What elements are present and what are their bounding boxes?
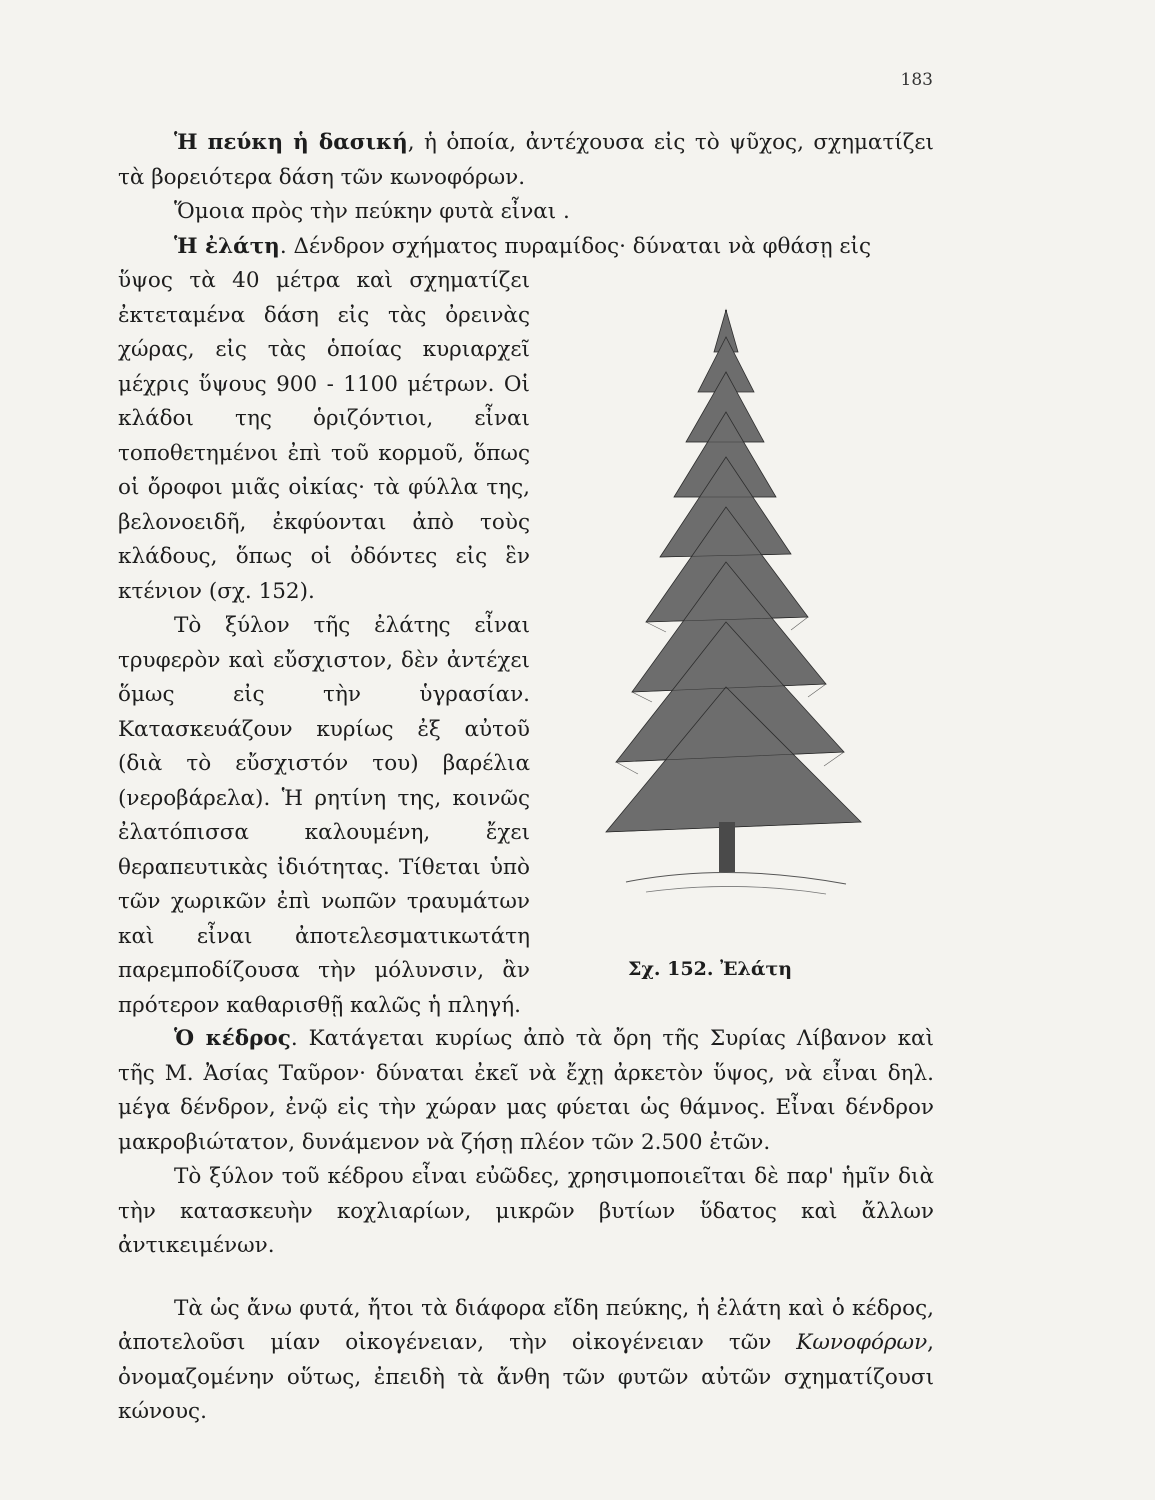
paragraph-pine	[118, 126, 934, 264]
figure-caption-name: Ἐλάτη	[720, 958, 793, 980]
text-cedar-wood: Τὸ ξύλον τοῦ κέδρου εἶναι εὐῶδες, χρησιμοποιεῖται δὲ παρ' ἡμῖν διὰ τὴν κατασκευὴν κοχλιαρίων, μικρῶν βυτίων ὕδατος καὶ ἄλλων ἀντικειμένων.	[118, 1164, 934, 1258]
text-fir-wood: Τὸ ξύλον τῆς ἐλάτης εἶναι τρυφερὸν καὶ εὔσχιστον, δὲν ἀντέχει ὅμως εἰς τὴν ὑγρασίαν. Κατασκευάζουν κυρίως ἐξ αὐτοῦ (διὰ τὸ εὔσχιστόν του) βαρέλια (νεροβάρελα). Ἡ ρητίνη της, κοινῶς ἐλατόπισσα καλουμένη, ἔχει θεραπευτικὰς ἰδιότητας. Τίθεται ὑπὸ τῶν χωρικῶν ἐπὶ νωπῶν τραυμάτων καὶ εἶναι ἀποτελεσματικωτάτη παρεμποδίζουσα τὴν μόλυνσιν, ἂν πρότερον καθαρισθῇ καλῶς ἡ πληγή.	[118, 613, 530, 1018]
fir-column	[118, 264, 530, 1023]
heading-cedar: Ὁ κέδρος	[174, 1026, 291, 1051]
text-cedar: . Κατάγεται κυρίως ἀπὸ τὰ ὄρη τῆς Συρίας Λίβανον καὶ τῆς Μ. Ἀσίας Ταῦρον· δύναται ἐκεῖ νὰ ἔχῃ ἀρκετὸν ὕψος, νὰ εἶναι δηλ. μέγα δένδρον, ἐνῷ εἰς τὴν χώραν μας φύεται ὡς θάμνος. Εἶναι δένδρον μακροβιώτατον, δυνάμενον νὰ ζήσῃ πλέον τῶν 2.500 ἐτῶν.	[118, 1026, 934, 1155]
fir-tree-illustration	[586, 292, 906, 932]
text-pine: , ἡ ὁποία, ἀντέχουσα εἰς τὸ ψῦχος, σχηματίζει τὰ βορειότερα δάση τῶν κωνοφόρων.	[118, 130, 934, 190]
fir-tree-drawing	[586, 292, 906, 932]
paragraph-conifers	[118, 1292, 934, 1430]
page-number: 183	[900, 70, 933, 90]
paragraph-cedar	[118, 1022, 934, 1430]
text-conifers-b: , ὀνομαζομένην οὕτως, ἐπειδὴ τὰ ἄνθη τῶν φυτῶν αὐτῶν σχηματίζουσι κώνους.	[118, 1330, 934, 1424]
heading-pine: Ἡ πεύκη ἡ δασική	[174, 130, 408, 155]
figure-caption	[628, 958, 792, 980]
heading-fir: Ἡ ἐλάτη	[174, 233, 280, 259]
text-similar-plants: Ὅμοια πρὸς τὴν πεύκην φυτὰ εἶναι .	[174, 199, 570, 224]
text-fir-description: ὕψος τὰ 40 μέτρα καὶ σχηματίζει ἐκτεταμένα δάση εἰς τὰς ὀρεινὰς χώρας, εἰς τὰς ὁποίας κυριαρχεῖ μέχρις ὕψους 900 - 1100 μέτρων. Οἱ κλάδοι της ὁριζόντιοι, εἶναι τοποθετημένοι ἐπὶ τοῦ κορμοῦ, ὅπως οἱ ὄροφοι μιᾶς οἰκίας· τὰ φύλλα της, βελονοειδῆ, ἐκφύονται ἀπὸ τοὺς κλάδους, ὅπως οἱ ὀδόντες εἰς ἓν κτένιον (σχ. 152).	[118, 268, 530, 604]
text-fir-intro: . Δένδρον σχήματος πυραμίδος· δύναται νὰ φθάσῃ εἰς	[279, 233, 872, 259]
figure-caption-number: Σχ. 152.	[628, 958, 714, 980]
text-conifers-a: Τὰ ὡς ἄνω φυτά, ἤτοι τὰ διάφορα εἴδη πεύκης, ἡ ἐλάτη καὶ ὁ κέδρος, ἀποτελοῦσι μίαν οἰκογένειαν, τὴν οἰκογένειαν τῶν	[118, 1295, 934, 1355]
text-conifers-family: Κωνοφόρων	[796, 1330, 928, 1355]
